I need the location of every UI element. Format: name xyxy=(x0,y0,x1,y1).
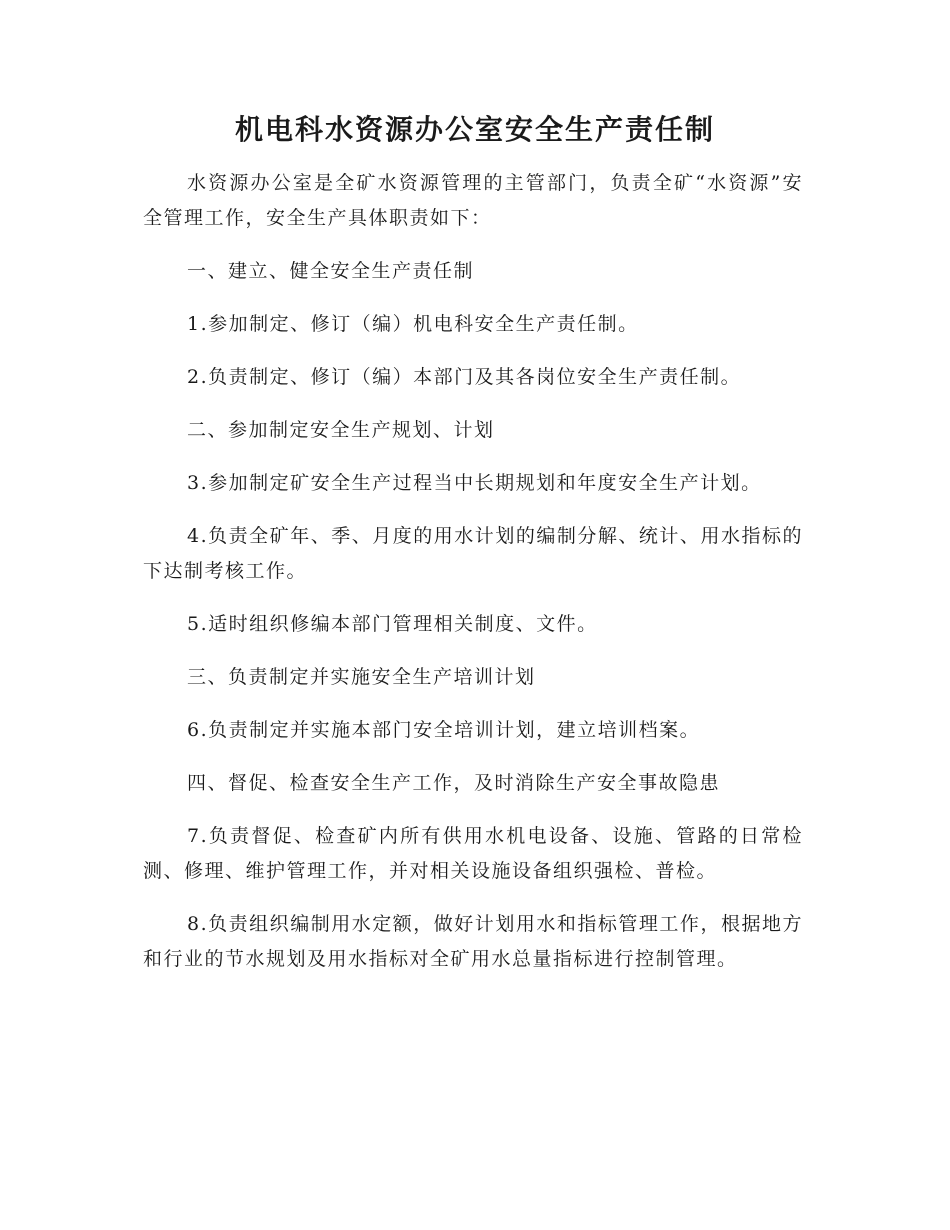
list-item-6: 6.负责制定并实施本部门安全培训计划，建立培训档案。 xyxy=(187,719,701,741)
list-item-2: 2.负责制定、修订（编）本部门及其各岗位安全生产责任制。 xyxy=(187,366,742,388)
document-body xyxy=(143,166,803,995)
intro-paragraph: 水资源办公室是全矿水资源管理的主管部门，负责全矿“水资源”安全管理工作，安全生产具体职责如下： xyxy=(143,172,803,229)
section-heading-4: 四、督促、检查安全生产工作，及时消除生产安全事故隐患 xyxy=(187,772,721,794)
document-title: 机电科水资源办公室安全生产责任制 xyxy=(234,113,715,146)
section-heading-3: 三、负责制定并实施安全生产培训计划 xyxy=(187,666,536,688)
list-item-1: 1.参加制定、修订（编）机电科安全生产责任制。 xyxy=(187,313,639,335)
list-item-5: 5.适时组织修编本部门管理相关制度、文件。 xyxy=(187,613,598,635)
list-item-4: 4.负责全矿年、季、月度的用水计划的编制分解、统计、用水指标的下达制考核工作。 xyxy=(143,525,803,582)
list-item-3: 3.参加制定矿安全生产过程当中长期规划和年度安全生产计划。 xyxy=(187,472,762,494)
list-item-7: 7.负责督促、检查矿内所有供用水机电设备、设施、管路的日常检测、修理、维护管理工作，并对相关设施设备组织强检、普检。 xyxy=(143,825,803,882)
section-heading-1: 一、建立、健全安全生产责任制 xyxy=(187,260,475,282)
section-heading-2: 二、参加制定安全生产规划、计划 xyxy=(187,419,495,441)
list-item-8: 8.负责组织编制用水定额，做好计划用水和指标管理工作，根据地方和行业的节水规划及用水指标对全矿用水总量指标进行控制管理。 xyxy=(143,913,803,970)
